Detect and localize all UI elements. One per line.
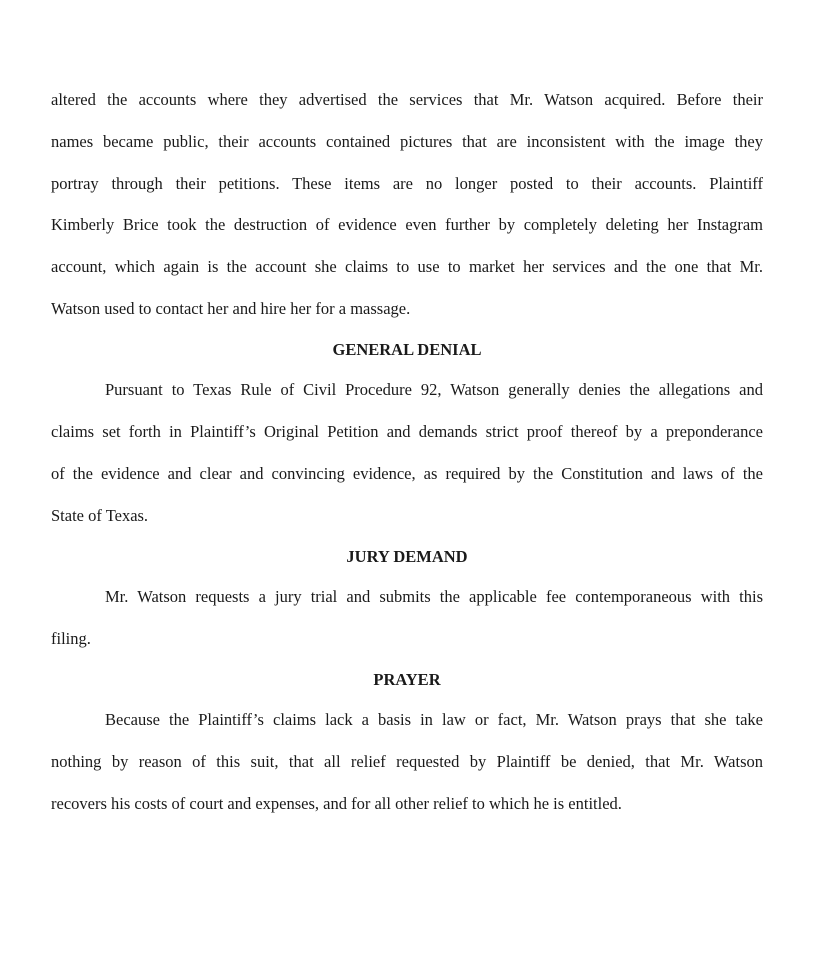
paragraph-line: Mr. Watson requests a jury trial and submits the applicable fee contemporaneous with this (105, 587, 763, 606)
paragraph-line: Kimberly Brice took the destruction of evidence even further by completely deleting her Instagram (51, 215, 763, 234)
paragraph-line: altered the accounts where they advertised the services that Mr. Watson acquired. Before their (51, 90, 763, 109)
jury-demand-heading: JURY DEMAND (346, 547, 468, 566)
paragraph-line: recovers his costs of court and expenses, and for all other relief to which he is entitled. (51, 794, 622, 813)
paragraph-line: nothing by reason of this suit, that all relief requested by Plaintiff be denied, that Mr. Watson (51, 752, 763, 771)
paragraph-line: portray through their petitions. These items are no longer posted to their accounts. Plaintiff (51, 174, 763, 193)
paragraph-line: Watson used to contact her and hire her for a massage. (51, 299, 411, 318)
paragraph-line: Because the Plaintiff’s claims lack a basis in law or fact, Mr. Watson prays that she take (105, 710, 763, 729)
paragraph-line: names became public, their accounts contained pictures that are inconsistent with the image they (51, 132, 763, 151)
paragraph-line: of the evidence and clear and convincing evidence, as required by the Constitution and laws of the (51, 464, 763, 483)
paragraph-line: Pursuant to Texas Rule of Civil Procedure 92, Watson generally denies the allegations and (105, 380, 763, 399)
general-denial-heading: GENERAL DENIAL (332, 340, 482, 359)
paragraph-line: State of Texas. (51, 506, 149, 525)
prayer-heading: PRAYER (373, 670, 441, 689)
paragraph-line: filing. (51, 629, 91, 648)
paragraph-line: claims set forth in Plaintiff’s Original Petition and demands strict proof thereof by a preponderance (51, 422, 763, 441)
paragraph-line: account, which again is the account she claims to use to market her services and the one that Mr. (51, 257, 763, 276)
